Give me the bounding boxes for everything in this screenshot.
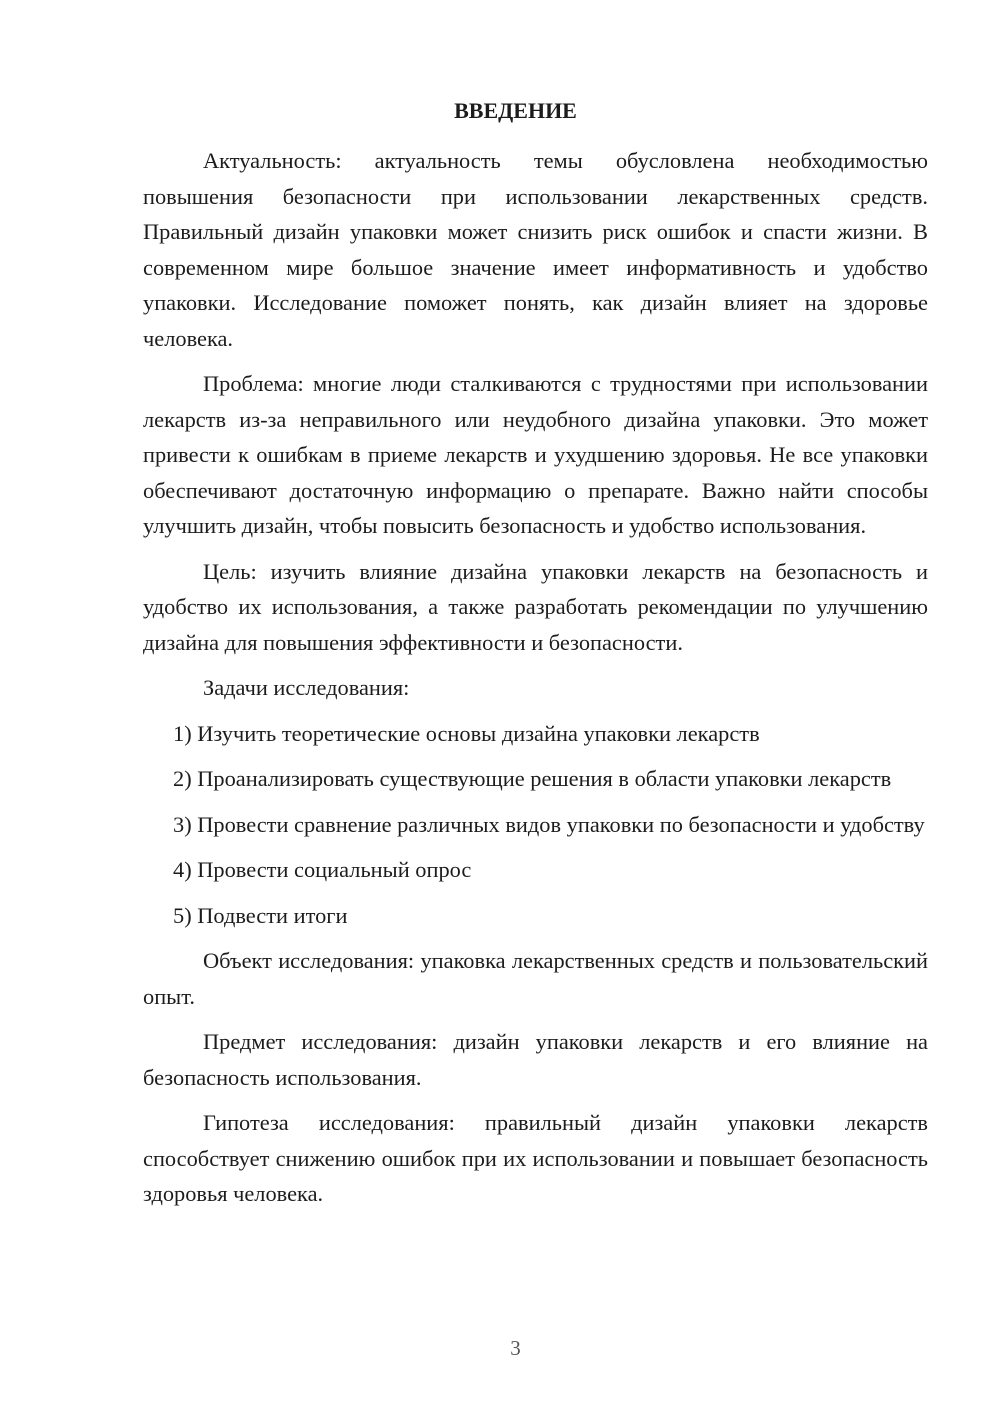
page-title: [143, 96, 928, 126]
paragraph-goal: Цель: изучить влияние дизайна упаковки лекарств на безопасность и удобство их использования, а также разработать рекомендации по улучшению дизайна для повышения эффективности и безопасности.: [143, 558, 928, 655]
document-page: [143, 0, 928, 1414]
tasks-heading: Задачи исследования:: [203, 675, 410, 700]
page-title-text: ВВЕДЕНИЕ: [454, 98, 577, 123]
paragraph-subject: Предмет исследования: дизайн упаковки лекарств и его влияние на безопасность использования.: [143, 1029, 928, 1090]
task-item-2: 2) Проанализировать существующие решения в области упаковки лекарств: [173, 766, 892, 791]
paragraph-problem: Проблема: многие люди сталкиваются с трудностями при использовании лекарств из-за неправильного или неудобного дизайна упаковки. Это может привести к ошибкам в приеме лекарств и ухудшению здоровья. Не все упаковки обеспечивают достаточную информацию о препарате. Важно найти способы улучшить дизайн, чтобы повысить безопасность и удобство использования.: [143, 371, 928, 538]
task-item-4: 4) Провести социальный опрос: [173, 857, 472, 882]
document-body: [143, 143, 928, 1212]
paragraph-hypothesis: Гипотеза исследования: правильный дизайн упаковки лекарств способствует снижению ошибок при их использовании и повышает безопасность здоровья человека.: [143, 1110, 928, 1206]
task-item-1: 1) Изучить теоретические основы дизайна упаковки лекарств: [173, 720, 760, 746]
paragraph-relevance: Актуальность: актуальность темы обусловлена необходимостью повышения безопасности при использовании лекарственных средств. Правильный дизайн упаковки может снизить риск ошибок и спасти жизни. В современном мире большое значение имеет информативность и удобство упаковки. Исследование поможет понять, как дизайн влияет на здоровье человека.: [143, 148, 928, 351]
page-number: [143, 1334, 928, 1362]
task-item-5: 5) Подвести итоги: [173, 902, 348, 928]
task-item-3: 3) Провести сравнение различных видов упаковки по безопасности и удобству: [173, 811, 925, 837]
page-number-text: 3: [510, 1336, 521, 1360]
paragraph-object: Объект исследования: упаковка лекарственных средств и пользовательский опыт.: [143, 948, 928, 1009]
